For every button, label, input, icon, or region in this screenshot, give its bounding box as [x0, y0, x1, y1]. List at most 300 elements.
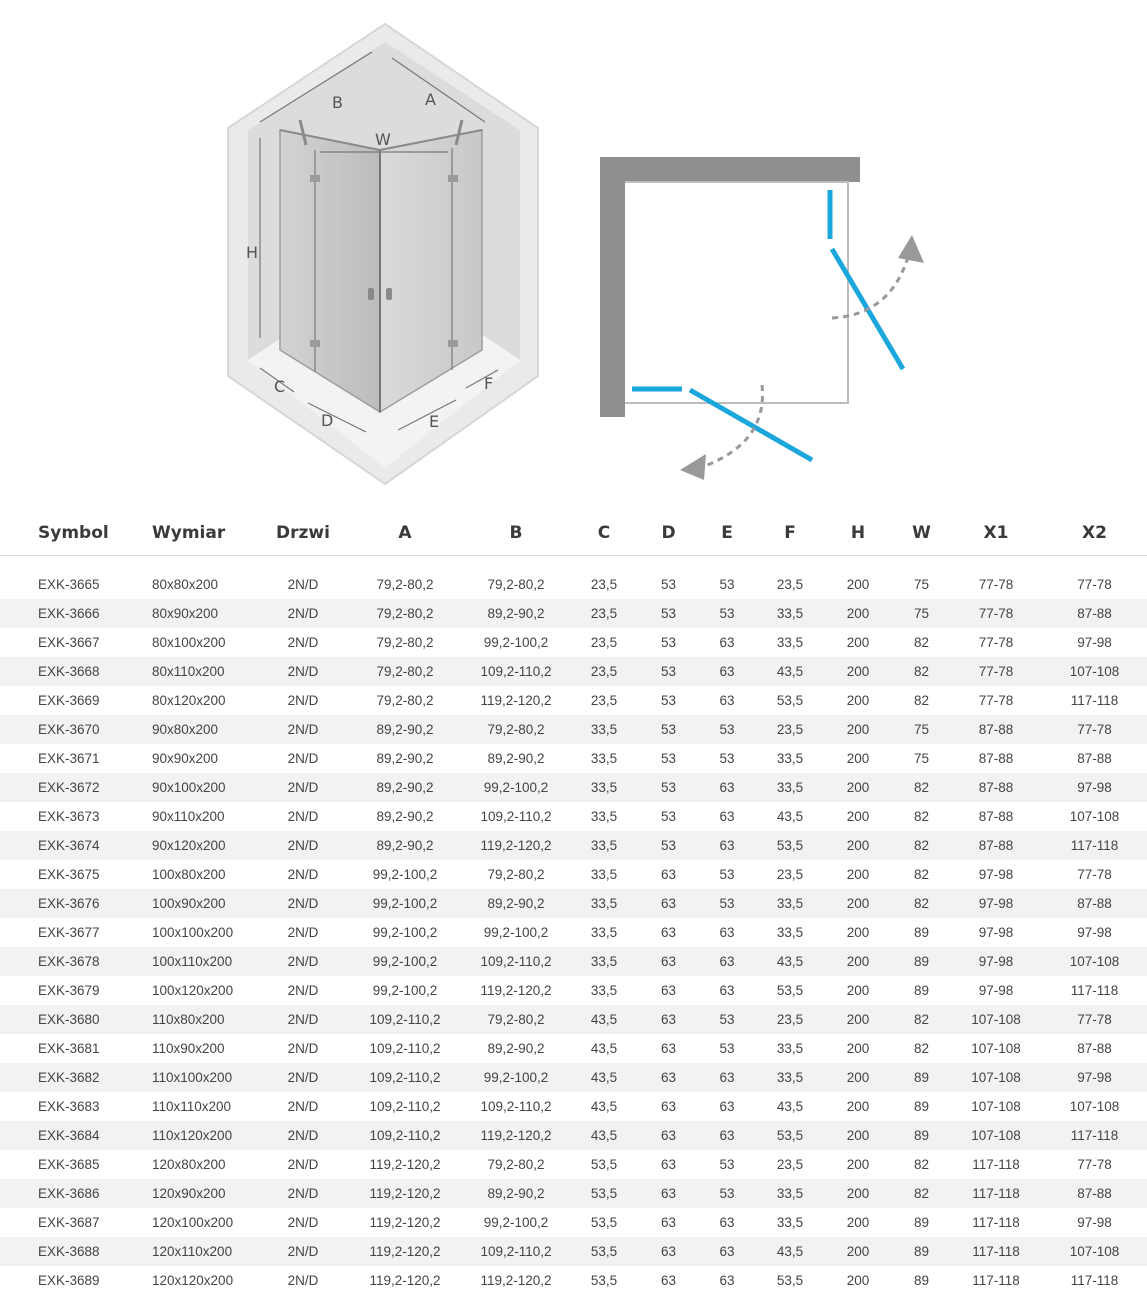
- table-row: [0, 1179, 1147, 1208]
- cell-f: 33,5: [757, 599, 823, 628]
- cell-x2: 77-78: [1077, 867, 1112, 882]
- cell-d: 63: [640, 1179, 697, 1208]
- cell-a: 119,2-120,2: [346, 1237, 464, 1266]
- cell-f: 33,5: [757, 773, 823, 802]
- dim-label-h: H: [246, 243, 259, 262]
- cell-d: 53: [660, 809, 677, 824]
- cell-b: 119,2-120,2: [480, 983, 552, 998]
- cell-f: 33,5: [776, 925, 804, 940]
- cell-a: 99,2-100,2: [372, 867, 438, 882]
- cell-a: 119,2-120,2: [369, 1157, 441, 1172]
- cell-d: 53: [640, 831, 697, 860]
- cell-c: 33,5: [590, 925, 618, 940]
- table-row: [0, 976, 1147, 1005]
- cell-wymiar: 110x90x200: [152, 1041, 225, 1056]
- cell-a: 109,2-110,2: [369, 1099, 441, 1114]
- cell-c: 53,5: [568, 1237, 640, 1266]
- cell-drzwi: 2N/D: [287, 925, 319, 940]
- cell-x1: 117-118: [972, 1215, 1020, 1230]
- cell-d: 53: [660, 751, 677, 766]
- cell-wymiar: 100x90x200: [142, 889, 260, 918]
- cell-c: 43,5: [590, 1099, 618, 1114]
- cell-c: 53,5: [590, 1273, 618, 1288]
- cell-x1: 87-88: [978, 751, 1014, 766]
- cell-d: 53: [640, 715, 697, 744]
- cell-wymiar: 120x90x200: [142, 1179, 260, 1208]
- cell-c: 43,5: [568, 1121, 640, 1150]
- cell-wymiar: 80x100x200: [152, 635, 226, 650]
- cell-x1: 117-118: [972, 1157, 1020, 1172]
- cell-w: 89: [913, 1099, 930, 1114]
- cell-f: 33,5: [757, 1179, 823, 1208]
- cell-a: 99,2-100,2: [346, 889, 464, 918]
- cell-c: 23,5: [590, 635, 618, 650]
- cell-x2: 87-88: [1042, 599, 1147, 628]
- cell-x2: 77-78: [1077, 1157, 1112, 1172]
- cell-symbol: EXK-3687: [38, 1215, 100, 1230]
- cell-b: 99,2-100,2: [483, 925, 549, 940]
- header-drzwi: Drzwi: [260, 511, 346, 556]
- cell-a: 79,2-80,2: [346, 657, 464, 686]
- cell-a: 99,2-100,2: [372, 925, 438, 940]
- cell-x2: 77-78: [1042, 1005, 1147, 1034]
- cell-a: 109,2-110,2: [346, 1121, 464, 1150]
- cell-x1: 97-98: [950, 889, 1042, 918]
- cell-f: 33,5: [757, 1063, 823, 1092]
- cell-drzwi: 2N/D: [287, 1157, 319, 1172]
- cell-x2: 87-88: [1077, 751, 1112, 766]
- cell-c: 23,5: [590, 693, 618, 708]
- cell-d: 53: [640, 657, 697, 686]
- cell-symbol: EXK-3670: [0, 715, 142, 744]
- cell-drzwi: 2N/D: [287, 867, 319, 882]
- cell-f: 23,5: [776, 1157, 804, 1172]
- plan-view-svg: [590, 145, 940, 490]
- cell-symbol: EXK-3689: [38, 1273, 100, 1288]
- cell-h: 200: [846, 1099, 870, 1114]
- cell-x2: 107-108: [1042, 1237, 1147, 1266]
- dim-label-f: F: [484, 374, 494, 393]
- cell-b: 89,2-90,2: [464, 599, 568, 628]
- cell-h: 200: [846, 635, 870, 650]
- cell-w: 82: [893, 831, 950, 860]
- cell-w: 82: [893, 1179, 950, 1208]
- cell-w: 82: [893, 889, 950, 918]
- cell-wymiar: 120x80x200: [152, 1157, 226, 1172]
- cell-x1: 97-98: [950, 947, 1042, 976]
- cell-drzwi: 2N/D: [260, 657, 346, 686]
- cell-wymiar: 120x120x200: [152, 1273, 234, 1288]
- cell-drzwi: 2N/D: [287, 1099, 319, 1114]
- cell-w: 89: [913, 925, 930, 940]
- cell-x1: 77-78: [978, 577, 1014, 592]
- cell-x1: 117-118: [950, 1237, 1042, 1266]
- cell-d: 63: [660, 925, 677, 940]
- cell-f: 33,5: [757, 889, 823, 918]
- cell-wymiar: 80x90x200: [142, 599, 260, 628]
- cell-x1: 107-108: [971, 1041, 1021, 1056]
- cell-h: 200: [846, 1041, 870, 1056]
- cell-d: 63: [640, 1237, 697, 1266]
- cell-wymiar: 120x100x200: [152, 1215, 234, 1230]
- table-row: [0, 1005, 1147, 1034]
- cell-f: 43,5: [757, 1237, 823, 1266]
- cell-wymiar: 100x120x200: [152, 983, 234, 998]
- cell-d: 63: [660, 983, 677, 998]
- cell-f: 53,5: [776, 693, 804, 708]
- cell-b: 109,2-110,2: [480, 809, 552, 824]
- cell-b: 119,2-120,2: [480, 693, 552, 708]
- cell-a: 79,2-80,2: [376, 577, 434, 592]
- cell-x1: 117-118: [950, 1179, 1042, 1208]
- cell-e: 63: [697, 773, 757, 802]
- cell-symbol: EXK-3673: [38, 809, 100, 824]
- cell-f: 53,5: [776, 983, 804, 998]
- cell-c: 53,5: [590, 1215, 618, 1230]
- header-f: F: [757, 511, 823, 556]
- cell-e: 63: [697, 1063, 757, 1092]
- cell-b: 119,2-120,2: [464, 831, 568, 860]
- cell-d: 63: [640, 1063, 697, 1092]
- cell-h: 200: [846, 693, 870, 708]
- cell-c: 23,5: [568, 599, 640, 628]
- header-symbol: Symbol: [0, 511, 142, 556]
- dim-label-w: W: [375, 130, 391, 149]
- cell-e: 53: [719, 1041, 735, 1056]
- table-row: [0, 1121, 1147, 1150]
- cell-e: 53: [697, 889, 757, 918]
- cell-wymiar: 90x120x200: [142, 831, 260, 860]
- cell-a: 109,2-110,2: [346, 1005, 464, 1034]
- cell-drzwi: 2N/D: [260, 889, 346, 918]
- cell-a: 119,2-120,2: [369, 1273, 441, 1288]
- cell-drzwi: 2N/D: [287, 1273, 319, 1288]
- cell-wymiar: 90x80x200: [142, 715, 260, 744]
- header-b: B: [464, 511, 568, 556]
- cell-symbol: EXK-3677: [38, 925, 100, 940]
- cell-x2: 97-98: [1077, 635, 1112, 650]
- cell-e: 53: [719, 1157, 735, 1172]
- cell-f: 43,5: [776, 809, 804, 824]
- cell-h: 200: [823, 1063, 893, 1092]
- cell-w: 75: [893, 599, 950, 628]
- cell-e: 53: [697, 715, 757, 744]
- cell-w: 82: [913, 809, 930, 824]
- cell-drzwi: 2N/D: [287, 1041, 319, 1056]
- cell-d: 63: [640, 889, 697, 918]
- cell-w: 89: [893, 1237, 950, 1266]
- cell-w: 89: [893, 947, 950, 976]
- cell-b: 79,2-80,2: [464, 715, 568, 744]
- cell-e: 63: [719, 1099, 735, 1114]
- cell-x1: 77-78: [978, 635, 1014, 650]
- cell-e: 63: [719, 983, 735, 998]
- cell-h: 200: [823, 889, 893, 918]
- cell-wymiar: 90x90x200: [152, 751, 219, 766]
- specification-table: [0, 511, 1147, 1295]
- cell-c: 23,5: [568, 657, 640, 686]
- cell-d: 53: [660, 693, 677, 708]
- cell-e: 63: [719, 925, 735, 940]
- table-header: [0, 511, 1147, 570]
- cell-c: 53,5: [590, 1157, 618, 1172]
- cell-c: 33,5: [568, 773, 640, 802]
- header-c: C: [568, 511, 640, 556]
- cell-f: 53,5: [757, 1121, 823, 1150]
- cell-x1: 97-98: [978, 867, 1014, 882]
- cell-symbol: EXK-3672: [0, 773, 142, 802]
- cell-drzwi: 2N/D: [287, 809, 319, 824]
- cell-drzwi: 2N/D: [287, 1215, 319, 1230]
- cell-d: 63: [660, 1099, 677, 1114]
- cell-drzwi: 2N/D: [287, 577, 319, 592]
- cell-symbol: EXK-3679: [38, 983, 100, 998]
- cell-h: 200: [823, 599, 893, 628]
- cell-h: 200: [823, 831, 893, 860]
- header-a: A: [346, 511, 464, 556]
- cell-c: 33,5: [568, 831, 640, 860]
- cell-e: 63: [719, 693, 735, 708]
- dim-label-e: E: [429, 412, 440, 431]
- cell-w: 82: [913, 867, 930, 882]
- cell-wymiar: 110x120x200: [142, 1121, 260, 1150]
- cell-c: 43,5: [590, 1041, 618, 1056]
- cell-a: 79,2-80,2: [376, 635, 434, 650]
- dim-label-a: A: [425, 90, 436, 109]
- header-w: W: [893, 511, 950, 556]
- table-row: [0, 1092, 1147, 1121]
- cell-x1: 87-88: [978, 809, 1014, 824]
- cell-a: 109,2-110,2: [346, 1063, 464, 1092]
- header-e: E: [697, 511, 757, 556]
- table-row: [0, 1237, 1147, 1266]
- cell-c: 33,5: [568, 889, 640, 918]
- cell-x2: 117-118: [1042, 1121, 1147, 1150]
- cell-x2: 107-108: [1042, 657, 1147, 686]
- cell-a: 89,2-90,2: [346, 773, 464, 802]
- cell-symbol: EXK-3683: [38, 1099, 100, 1114]
- cell-x1: 77-78: [978, 693, 1014, 708]
- dim-label-b: B: [332, 93, 343, 112]
- cell-drzwi: 2N/D: [260, 599, 346, 628]
- table-row: [0, 773, 1147, 802]
- cell-w: 89: [913, 1215, 930, 1230]
- cell-e: 63: [697, 947, 757, 976]
- cell-b: 109,2-110,2: [464, 1237, 568, 1266]
- table-row: [0, 1063, 1147, 1092]
- cell-d: 63: [660, 867, 677, 882]
- table-row: [0, 1266, 1147, 1295]
- cell-h: 200: [846, 867, 870, 882]
- cell-e: 53: [719, 751, 735, 766]
- cell-b: 79,2-80,2: [487, 867, 545, 882]
- cell-drzwi: 2N/D: [260, 715, 346, 744]
- cell-e: 63: [697, 831, 757, 860]
- table-row: [0, 918, 1147, 947]
- header-x2: X2: [1042, 511, 1147, 556]
- cell-a: 109,2-110,2: [369, 1041, 441, 1056]
- cell-f: 53,5: [757, 831, 823, 860]
- cell-x1: 107-108: [950, 1121, 1042, 1150]
- cell-h: 200: [823, 1179, 893, 1208]
- cell-e: 53: [697, 599, 757, 628]
- cell-symbol: EXK-3682: [0, 1063, 142, 1092]
- cell-x2: 107-108: [1042, 947, 1147, 976]
- cell-wymiar: 120x110x200: [142, 1237, 260, 1266]
- cell-x1: 87-88: [950, 715, 1042, 744]
- cell-x1: 107-108: [971, 1099, 1021, 1114]
- cell-w: 82: [893, 657, 950, 686]
- cell-h: 200: [823, 657, 893, 686]
- table-row: [0, 570, 1147, 599]
- plan-view-diagram: [590, 145, 940, 490]
- cell-e: 63: [697, 1237, 757, 1266]
- cell-x2: 77-78: [1042, 715, 1147, 744]
- cell-e: 63: [697, 1121, 757, 1150]
- cell-h: 200: [846, 983, 870, 998]
- table-row: [0, 947, 1147, 976]
- cell-d: 63: [660, 1273, 677, 1288]
- cell-x1: 97-98: [978, 925, 1014, 940]
- cell-a: 89,2-90,2: [376, 751, 434, 766]
- cell-drzwi: 2N/D: [260, 1063, 346, 1092]
- cell-w: 75: [913, 577, 930, 592]
- cell-f: 43,5: [757, 947, 823, 976]
- cell-a: 119,2-120,2: [346, 1179, 464, 1208]
- cell-x2: 117-118: [1070, 983, 1119, 998]
- cell-x1: 87-88: [950, 773, 1042, 802]
- dim-label-c: C: [274, 377, 286, 396]
- cell-c: 23,5: [590, 577, 618, 592]
- cell-symbol: EXK-3686: [0, 1179, 142, 1208]
- cell-wymiar: 100x80x200: [152, 867, 226, 882]
- cell-c: 33,5: [568, 947, 640, 976]
- cell-b: 109,2-110,2: [480, 1099, 552, 1114]
- cell-d: 63: [640, 1121, 697, 1150]
- cell-e: 63: [697, 657, 757, 686]
- cell-a: 99,2-100,2: [372, 983, 438, 998]
- cell-a: 79,2-80,2: [376, 693, 434, 708]
- cell-e: 53: [697, 1005, 757, 1034]
- header-h: H: [823, 511, 893, 556]
- cell-a: 89,2-90,2: [346, 831, 464, 860]
- cell-symbol: EXK-3667: [38, 635, 100, 650]
- table-row: [0, 686, 1147, 715]
- cell-w: 75: [893, 715, 950, 744]
- cell-w: 82: [893, 773, 950, 802]
- cell-d: 53: [660, 577, 677, 592]
- cell-w: 82: [913, 635, 930, 650]
- cell-wymiar: 110x110x200: [152, 1099, 232, 1114]
- table-row: [0, 889, 1147, 918]
- cell-a: 89,2-90,2: [346, 715, 464, 744]
- cell-d: 63: [660, 1041, 677, 1056]
- cell-f: 23,5: [757, 715, 823, 744]
- header-wymiar: Wymiar: [142, 511, 260, 556]
- cell-symbol: EXK-3666: [0, 599, 142, 628]
- cell-f: 33,5: [776, 635, 804, 650]
- cell-drzwi: 2N/D: [287, 635, 319, 650]
- cell-c: 33,5: [590, 983, 618, 998]
- cell-b: 79,2-80,2: [464, 1005, 568, 1034]
- cell-wymiar: 90x100x200: [142, 773, 260, 802]
- cell-a: 79,2-80,2: [346, 599, 464, 628]
- cell-b: 99,2-100,2: [464, 773, 568, 802]
- cell-h: 200: [846, 751, 870, 766]
- cell-d: 63: [660, 1215, 677, 1230]
- cell-f: 43,5: [757, 657, 823, 686]
- cell-h: 200: [823, 715, 893, 744]
- cell-w: 82: [913, 1157, 930, 1172]
- cell-symbol: EXK-3674: [0, 831, 142, 860]
- table-row: [0, 1208, 1147, 1237]
- cell-b: 89,2-90,2: [464, 889, 568, 918]
- cell-f: 33,5: [776, 751, 804, 766]
- cell-x2: 107-108: [1069, 809, 1120, 824]
- cell-symbol: EXK-3675: [38, 867, 100, 882]
- cell-e: 53: [697, 1179, 757, 1208]
- cell-b: 119,2-120,2: [464, 1121, 568, 1150]
- cell-x1: 97-98: [978, 983, 1014, 998]
- cell-symbol: EXK-3685: [38, 1157, 100, 1172]
- cell-b: 99,2-100,2: [483, 1215, 549, 1230]
- cell-h: 200: [846, 809, 870, 824]
- cell-drzwi: 2N/D: [260, 831, 346, 860]
- cell-drzwi: 2N/D: [260, 1121, 346, 1150]
- cell-e: 63: [719, 635, 735, 650]
- cell-symbol: EXK-3669: [38, 693, 100, 708]
- cell-f: 23,5: [776, 577, 804, 592]
- cell-a: 99,2-100,2: [346, 947, 464, 976]
- cell-wymiar: 80x110x200: [142, 657, 260, 686]
- cell-h: 200: [823, 773, 893, 802]
- cell-wymiar: 110x80x200: [142, 1005, 260, 1034]
- cell-x2: 97-98: [1077, 1215, 1112, 1230]
- cell-x2: 97-98: [1042, 1063, 1147, 1092]
- cell-w: 82: [913, 693, 930, 708]
- cell-f: 23,5: [776, 867, 804, 882]
- table-row: [0, 1034, 1147, 1063]
- cell-drzwi: 2N/D: [260, 947, 346, 976]
- cell-x2: 117-118: [1070, 693, 1119, 708]
- cell-b: 89,2-90,2: [487, 751, 545, 766]
- cell-c: 33,5: [590, 751, 618, 766]
- cell-x1: 117-118: [972, 1273, 1020, 1288]
- cell-wymiar: 100x100x200: [152, 925, 234, 940]
- cell-drzwi: 2N/D: [287, 983, 319, 998]
- cell-w: 89: [913, 1273, 930, 1288]
- table-row: [0, 744, 1147, 773]
- dim-label-d: D: [321, 411, 334, 430]
- cell-x2: 77-78: [1077, 577, 1112, 592]
- cell-b: 79,2-80,2: [487, 577, 545, 592]
- cell-x2: 97-98: [1077, 925, 1112, 940]
- cell-wymiar: 100x110x200: [142, 947, 260, 976]
- cell-d: 63: [660, 1157, 677, 1172]
- cell-h: 200: [846, 1215, 870, 1230]
- cell-x1: 107-108: [950, 1005, 1042, 1034]
- table-row: [0, 628, 1147, 657]
- cell-w: 89: [893, 1063, 950, 1092]
- cell-x2: 117-118: [1070, 1273, 1119, 1288]
- cell-h: 200: [846, 925, 870, 940]
- header-x1: X1: [950, 511, 1042, 556]
- cell-h: 200: [823, 1237, 893, 1266]
- cell-c: 33,5: [590, 867, 618, 882]
- cell-symbol: EXK-3684: [0, 1121, 142, 1150]
- cell-b: 89,2-90,2: [487, 1041, 545, 1056]
- cell-x2: 97-98: [1042, 773, 1147, 802]
